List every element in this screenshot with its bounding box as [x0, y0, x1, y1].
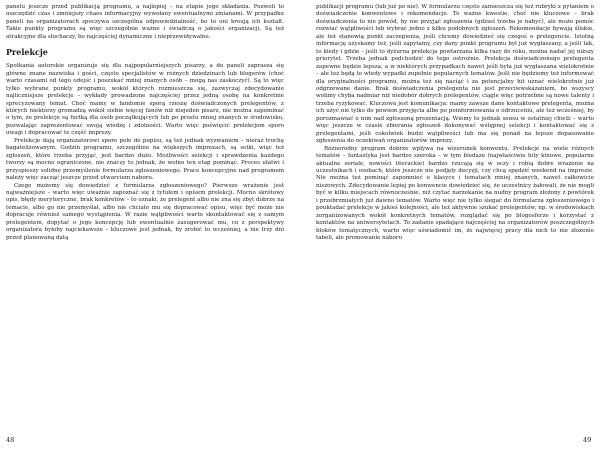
- section-heading: Prelekcje: [6, 47, 48, 58]
- right-page: [316, 4, 594, 243]
- page-number-left: 48: [6, 436, 15, 444]
- paragraph: Spotkania autorskie organizuje się dla najpopularniejszych pisarzy, a do paneli zaprasza się główne znane nazwiska i gości, często specjalistów w różnych dziedzinach lub blogerów (choć warto czasami od tego odejść i poszukać mniej znanych osób – mogą nas zaskoczyć). Są to więc tylko wybrane punkty programu, wokół których rozmieszcza się, zazwyczaj zdecydowanie najliczniejsze prelekcje – wykłady prowadzone najczęściej przez jedną osobę na konkretnie sprecyzowany temat. Choć mamy w fandomie sporą rzeszę doświadczonych prelegentów, z których niektórzy gromadzą wokół siebie więcej fanów niż niejeden pisarz, nie można zapominać o tym, że prelekcje są furtką dla osób początkujących lub po prostu mniej znanych w środowisku, pozwalając zaprezentować swoją wiedzę i zdolności. Warto więc poświęcić prelekcjom sporo uwagi i dopracować te część imprezy.: [6, 63, 284, 137]
- paragraph-continued: publikacji programu (lub już po nie). W formularzu często zamieszcza się też rubryki z pytaniem o doświadczenie konwentowe i rekomendacje. To ważne kwestie, choć nie kluczowe – brak doświadczenia to nie powód, by nie przyjąć zgłoszenia (gdzieś trzeba je nabyć), ale może pomóc rozwiać wątpliwości lub wybrać jedno z kilku podobnych zgłoszeń. Rekomendacje bywają śliskie, ale też stanowią punkt zaczepienia, jeśli chcemy dowiedzieć się czegoś o prelegencie. Istotną informację uzyskamy też, jeśli zapytamy, czy dany punkt programu był już wygłaszany, a jeśli tak, to kiedy i gdzie – jeśli to dyżurna prelekcja powtarzana kilka razy do roku, można nadać jej niższy priorytet. Trzeba jednak podchodzić do tego ostrożnie. Prelekcja doświadczonego prelegenta zapewne będzie lepsza, a w niektórych przypadkach nawet jeśli była już wygłaszana wielokrotnie – ale też będą to wtedy wypadki zupełnie popularnych tematów. Jeśli nie będziemy też informować dla oryginalności programu, można też się naciąć i za potencjalny hit uznać wielokrotnie już odgrzewane danie. Brak doświadczenia prelegenta nie jest przeciwwskazaniem, bo wszyscy wolimy chyba nadmiar niż niedobór dobrych prelegentów, ciągle więc potrzebne są nowe talenty i trzeba ryzykować. Kluczowa jest komunikacja: mamy zawsze dane kontaktowe prelegenta, można ich użyć nie tylko do powiem przyjęcia albo po poinformowania o odrzuceniu, ale też wcześniej, by porozmawiać o nim nad zgłoszoną prezentacją. Wiemy to jednak sensu w ostatniej chwili – warto więc jeszcze w czasie zbierania zgłoszeń dokonywać wstępnej selekcji i kontaktować się z prelegentami, jeśli cokolwiek budzi wątpliwości lub ma się ponad na lepsze dopasowanie zgłoszenia do oczekiwań organizatorów imprezy.: [316, 4, 594, 145]
- paragraph: Różnorodny program dobrze wpływa na wizerunek konwentu. Prelekcje na wiele różnych tematów – fantastyka jest bardzo szeroka – w tym biedaze (najwłaściwie hity kinowe, popularne aktualne seriale, nowości literackie) bardzo rzucają się w oczy i robią dobre wrażenie na uczestnikach i osobach, które jeszcze nie podjęły decyzji, czy chcą spędzić weekend na imprezie. Nie można też pominąć zapomnieć o klasyce i tematach mniej znanych, nawet całkowicie niszowych. Zdecydowanie lepiej po konwencie dowiedzieć się, że uczestnicy żałowali, że nie mogli być w kilku miejscach równocześnie, niż czytać narzekanie na nudny program złożony z powtórek i przebrzmiałych już dawno tematów. Warto więc nie tylko śiegać do formularza zgłoszeniowego i pouktadać prelekcje w jakieś kolejności, ale też aktywnie szukać prelegentów, np. w środowiskach zorganizowanych wokół konkretnych tematów, rozglądać się po blogosferze i korzystać z kontaktów na uniwersytetach. To zadanie spadające najczęściej na organizatorów poszczególnych bloków tematycznych, warto więc uświadomić im, że najwięcej pracy dla nich to nie złożenie tabeli, ale promowanie naboru: [316, 145, 594, 242]
- page-number-right: 49: [583, 436, 592, 444]
- paragraph: Prelekcje dają organizatorowi spore pole do popisu, są też jednak wyzwaniem – nieraz trochę bagatelizowanym. Godzin programu, szczególnie na większych imprezach, są setki, więc też zgłoszeń, które trzeba przyjąć, jest bardzo dużo. Możliwości selekcji i sprawdzenia każdego tworzy są mocno ograniczone, nie znaczy to jednak, że wolno ten etap pominąć. Proces ułatwi i przyspieszy solidne przemyślenie formularza zgłoszeniowego. Prace koncepcyjne nad programem należy więc zacząć jeszcze przed otwarciem naboru.: [6, 137, 284, 182]
- left-page: [6, 4, 284, 242]
- paragraph-continued: panelu jeszcze przed publikacją programu, a najlepiej – na etapie jego składania. Pozwoli to oszczędzić czas i zmniejszy chaos informacyjny wywołany ewentualnymi zmianami. W przypadku paneli na organizatorach spoczywa szczególna odpowiedzialność, bo to oni kreują ich kształt. Takie punkty programu są więc szczególnie ważne i świadczą o jakości organizacji. Są też atrakcyjne dla słuchaczy, bo najczęściej dynamiczne i nieprzewidywalne.: [6, 4, 284, 40]
- paragraph: Czego możemy się dowiedzieć z formularza zgłoszeniowego? Pierwsze wrażenie jest najważniejsze – warto więc uważnie zapoznać się z tytułem i opisem prelekcji. Mocno skrótowy opis, błędy merytoryczne, brak konkretów – to oznaki, że prelegent albo nie zna się zbyt dobrze na temacie, albo go nie przemyślał, albo nie chciało mu się dopracować opisu, więc być może nie dopracuje również samego wystąpienia. W razie wątpliwości warto skontaktować się z samym prelegentem, dopytać o jego koncepcję lub ewentualnie zasugerować mu, co z perspektywy organizatora byłoby najciekawsze – kluczowe jest jednak, by zrobić to wcześniej, a nie trzy dni przed planowaną datą: [6, 182, 284, 241]
